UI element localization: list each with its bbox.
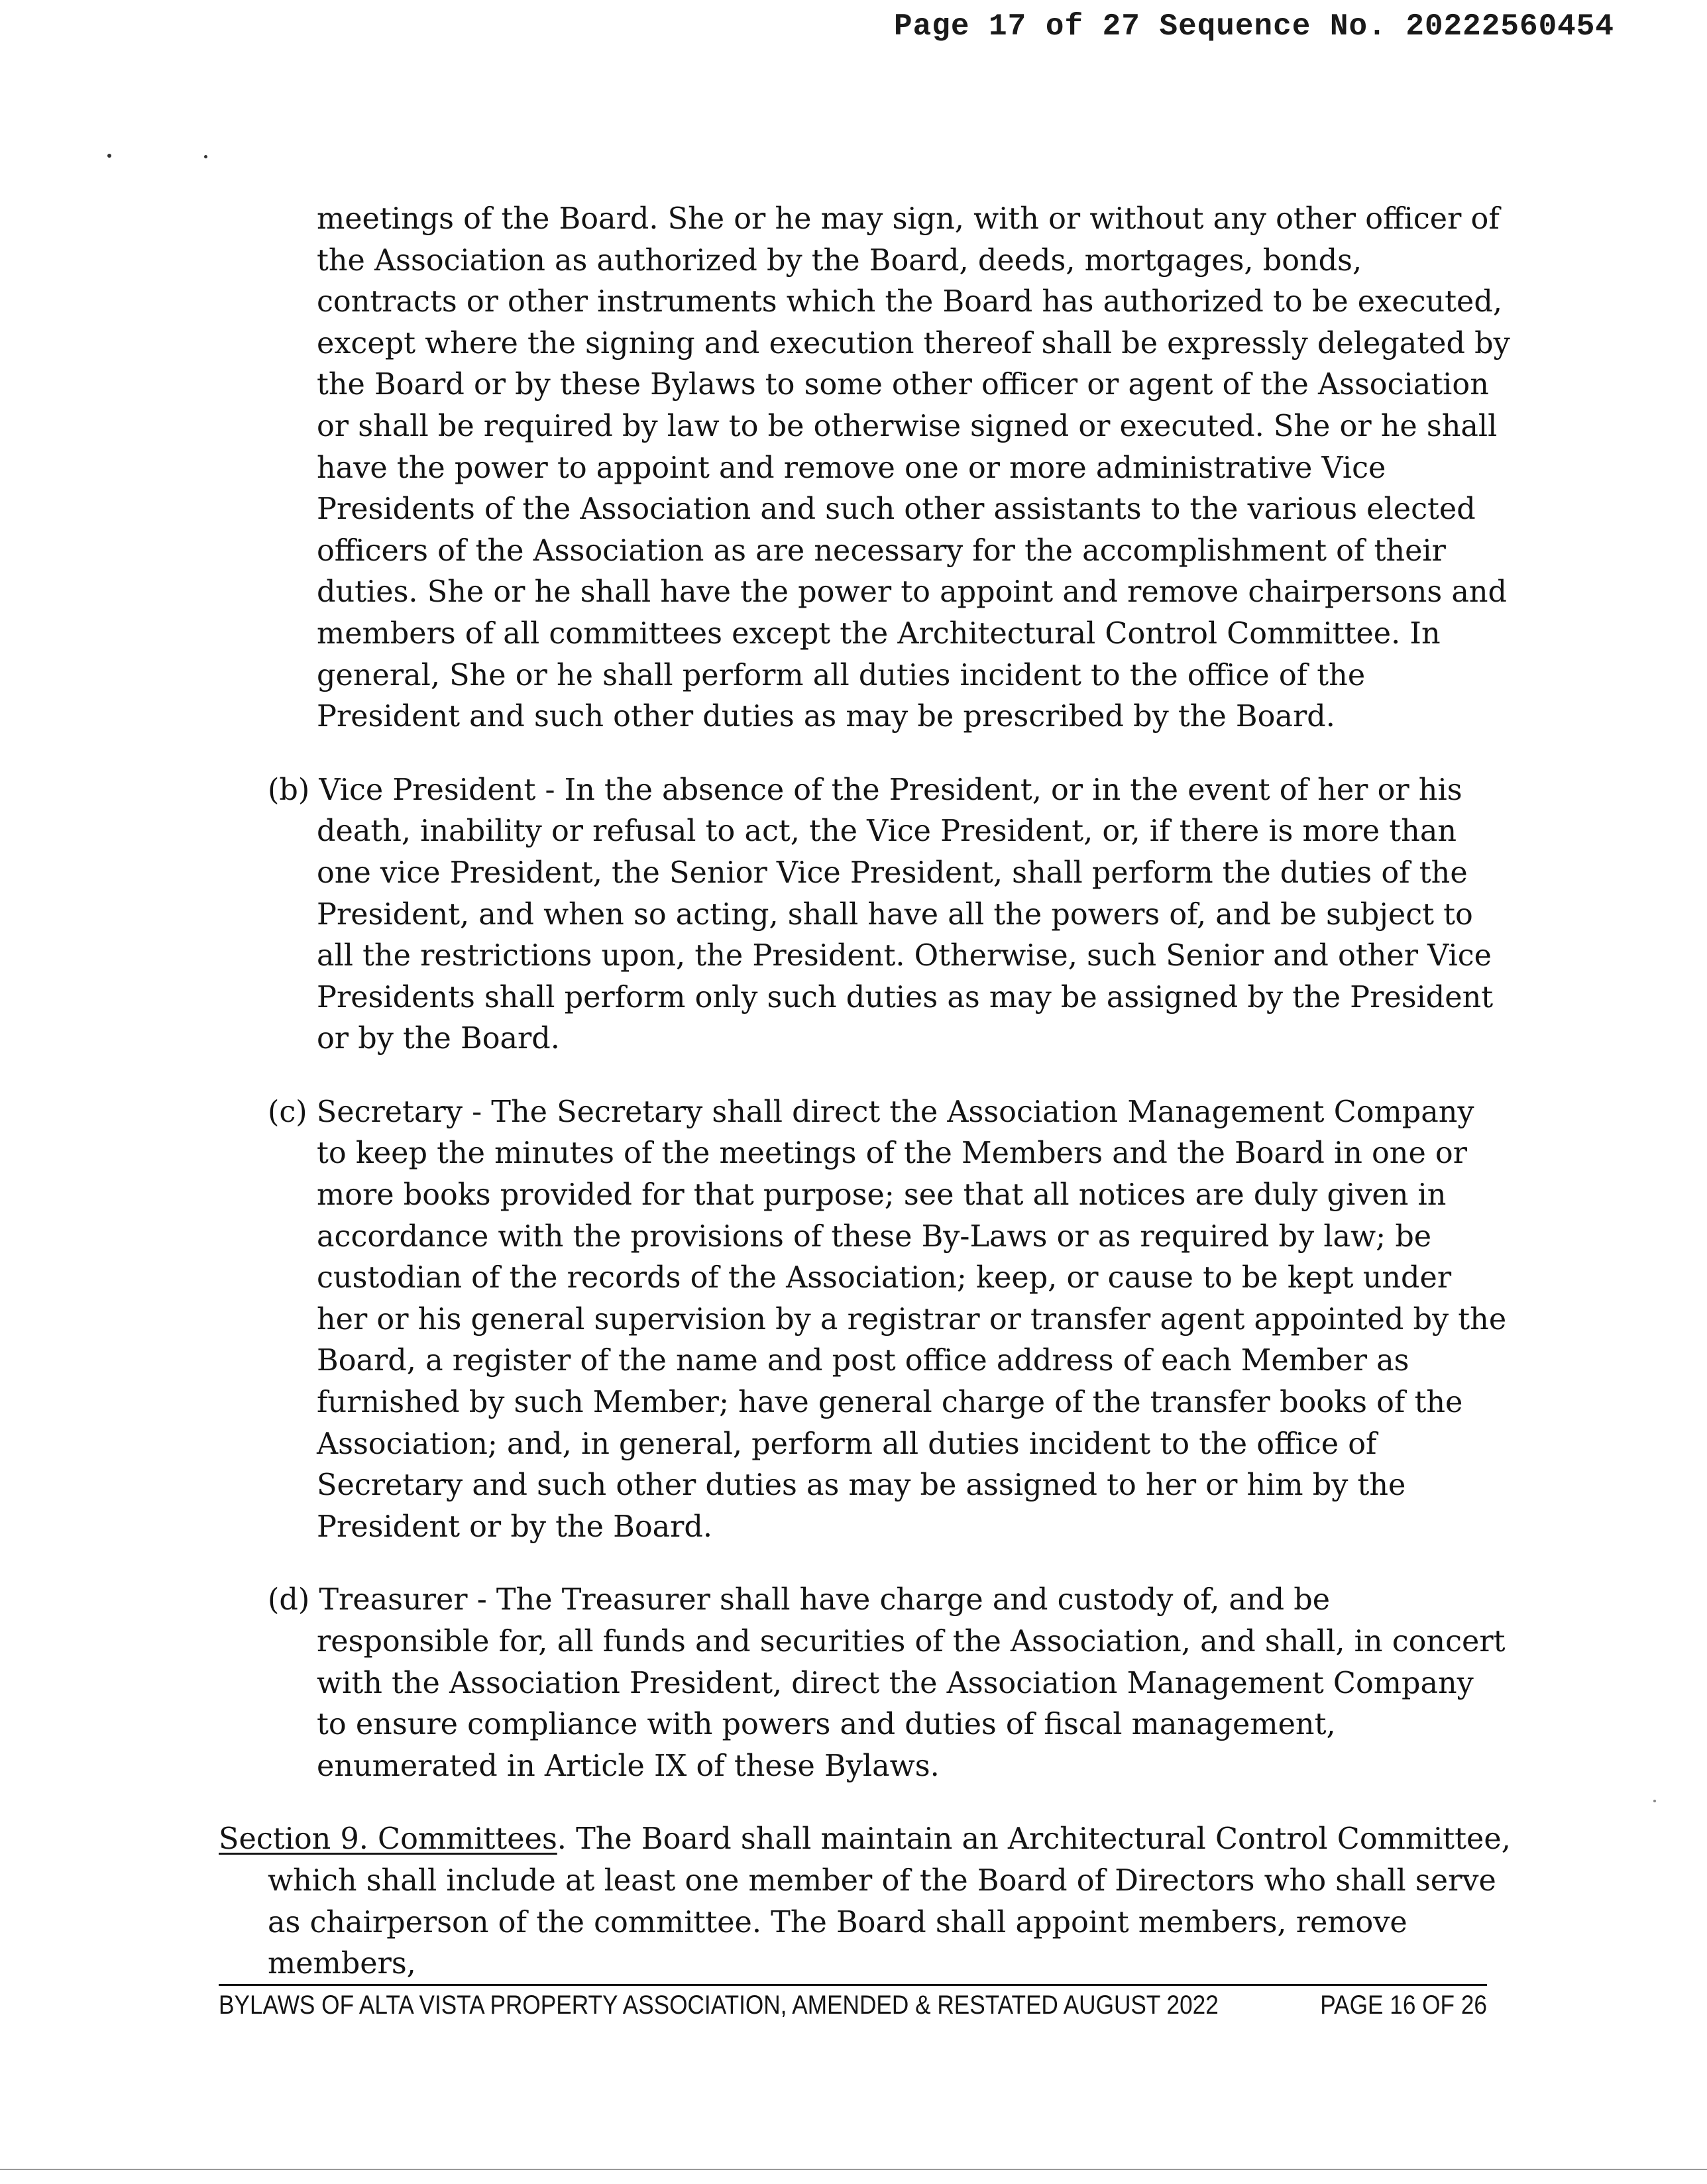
- scan-speck: [1653, 1800, 1656, 1802]
- page-sequence-stamp: Page 17 of 27 Sequence No. 20222560454: [894, 9, 1614, 44]
- scan-speck: [204, 155, 207, 158]
- section-9-heading: Section 9. Committees: [219, 1822, 557, 1857]
- section-9-text: . The Board shall maintain an Architectural Control Committee, which shall include at least one member of the Board of Directors who shall serve as chairperson of the committee. The Board shall appoint members, remove members,: [268, 1822, 1511, 1981]
- treasurer-paragraph: (d) Treasurer - The Treasurer shall have charge and custody of, and be responsible for, all funds and securities of the Association, and shall, in concert with the Association President, direct the Association Management Company to ensure compliance with powers and duties of fiscal management, enumerated in Article IX of these Bylaws.: [268, 1583, 1506, 1783]
- secretary-paragraph: (c) Secretary - The Secretary shall direct the Association Management Company to keep the minutes of the meetings of the Members and the Board in one or more books provided for that purpose; see that all notices are duly given in accordance with the provisions of these By-Laws or as required by law; be custodian of the records of the Association; keep, or cause to be kept under her or his general supervision by a registrar or transfer agent appointed by the Board, a register of the name and post office address of each Member as furnished by such Member; have general charge of the transfer books of the Association; and, in general, perform all duties incident to the office of Secretary and such other duties as may be assigned to her or him by the President or by the Board.: [268, 1095, 1507, 1544]
- footer-title: BYLAWS OF ALTA VISTA PROPERTY ASSOCIATION, AMENDED & RESTATED AUGUST 2022: [219, 1991, 1219, 2020]
- scan-edge-line: [0, 2169, 1707, 2170]
- president-duties-continuation: meetings of the Board. She or he may sign, with or without any other officer of the Association as authorized by the Board, deeds, mortgages, bonds, contracts or other instruments which the Board has authorized to be executed, except where the signing and execution thereof shall be expressly delegated by the Board or by these Bylaws to some other officer or agent of the Association or shall be required by law to be otherwise signed or executed. She or he shall have the power to appoint and remove one or more administrative Vice Presidents of the Association and such other assistants to the various elected officers of the Association as are necessary for the accomplishment of their duties. She or he shall have the power to appoint and remove chairpersons and members of all committees except the Architectural Control Committee. In general, She or he shall perform all duties incident to the office of the President and such other duties as may be prescribed by the Board.: [317, 202, 1510, 734]
- document-body: [219, 199, 1511, 1985]
- section-9-paragraph: [219, 1819, 1511, 1985]
- footer-rule: [219, 1984, 1487, 1986]
- scan-speck: [107, 154, 111, 158]
- vice-president-paragraph: (b) Vice President - In the absence of the President, or in the event of her or his death, inability or refusal to act, the Vice President, or, if there is more than one vice President, the Senior Vice President, shall perform the duties of the President, and when so acting, shall have all the powers of, and be subject to all the restrictions upon, the President. Otherwise, such Senior and other Vice Presidents shall perform only such duties as may be assigned by the President or by the Board.: [268, 773, 1494, 1056]
- page-footer: [219, 1991, 1487, 2020]
- footer-page-number: PAGE 16 OF 26: [1320, 1991, 1487, 2020]
